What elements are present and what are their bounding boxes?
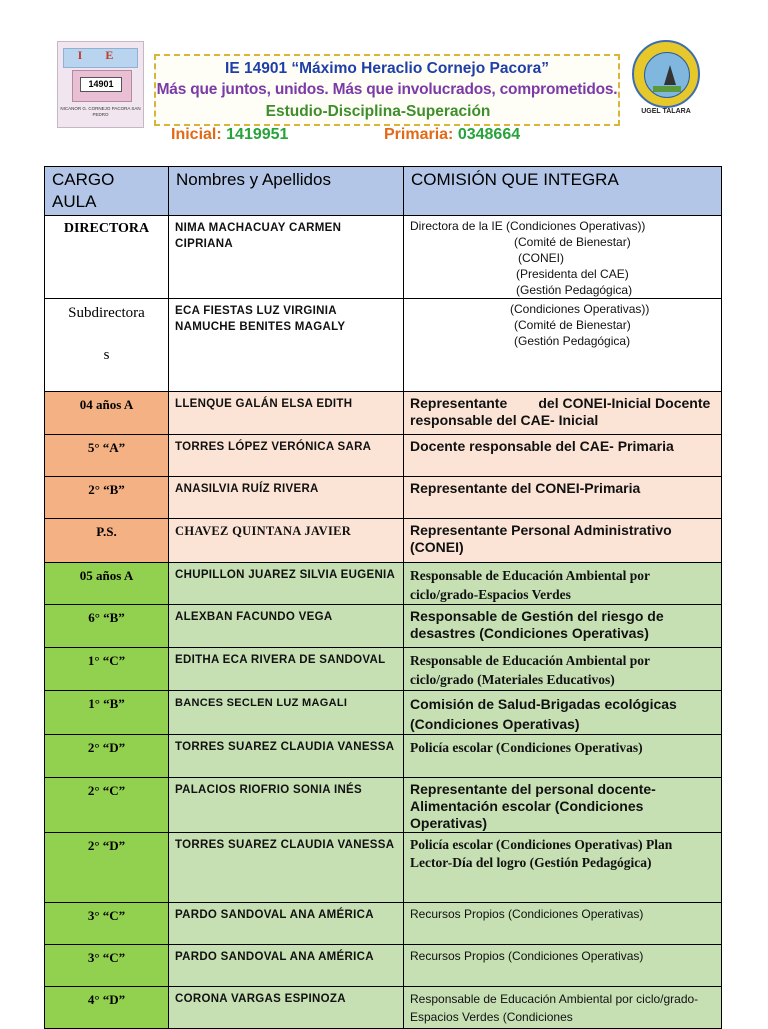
commission-line: (Condiciones Operativas)) [510, 302, 650, 316]
name-cell: TORRES LÓPEZ VERÓNICA SARA [169, 435, 404, 477]
name-cell: TORRES SUAREZ CLAUDIA VANESSA [169, 735, 404, 778]
commission-cell [404, 299, 722, 392]
name-cell: NIMA MACHACUAY CARMEN CIPRIANA [169, 216, 404, 299]
commission-line: (Comité de Bienestar) [514, 235, 631, 249]
inicial-code: 1419951 [226, 126, 289, 143]
cargo-cell: 2° “D” [45, 833, 169, 903]
commission-cell: Recursos Propios (Condiciones Operativas) [404, 903, 722, 945]
table-row [45, 987, 722, 1029]
commission-line: (Gestión Pedagógica) [514, 334, 631, 348]
name-cell: CORONA VARGAS ESPINOZA [169, 987, 404, 1029]
commission-line: (Gestión Pedagógica) [516, 283, 633, 297]
cargo-text-suffix: s [103, 347, 110, 363]
primaria-code-line [384, 126, 520, 144]
name-cell: ANASILVIA RUÍZ RIVERA [169, 477, 404, 519]
name-cell: LLENQUE GALÁN ELSA EDITH [169, 392, 404, 435]
ground-icon [653, 86, 681, 92]
commission-line: (Comité de Bienestar) [514, 318, 631, 332]
commission-line: (Presidenta del CAE) [516, 267, 629, 281]
inicial-code-line [171, 126, 288, 144]
table-row [45, 648, 722, 691]
table-row [45, 477, 722, 519]
cargo-cell: 05 años A [45, 563, 169, 605]
name-cell: PALACIOS RIOFRIO SONIA INÉS [169, 778, 404, 833]
school-logo [57, 41, 144, 128]
table-row [45, 778, 722, 833]
commission-cell: Policía escolar (Condiciones Operativas) [404, 735, 722, 778]
header-banner [154, 54, 620, 126]
logo-caption: NICANOR G. CORNEJO PACORA SAN PEDRO [60, 106, 141, 117]
ugel-logo [632, 40, 700, 108]
oil-tower-icon [664, 65, 676, 85]
cargo-cell: P.S. [45, 519, 169, 563]
name-cell: CHUPILLON JUAREZ SILVIA EUGENIA [169, 563, 404, 605]
table-row [45, 519, 722, 563]
commission-cell: Representante del CONEI-Inicial Docente responsable del CAE- Inicial [404, 392, 722, 435]
commission-cell: Responsable de Educación Ambiental por ciclo/grado (Materiales Educativos) [404, 648, 722, 691]
cargo-cell: 2° “C” [45, 778, 169, 833]
table-row [45, 299, 722, 392]
cargo-cell: DIRECTORA [45, 216, 169, 299]
header-nombres: Nombres y Apellidos [169, 167, 404, 216]
name-cell: BANCES SECLEN LUZ MAGALI [169, 691, 404, 735]
commission-cell: Representante del personal docente-Alimentación escolar (Condiciones Operativas) [404, 778, 722, 833]
commission-cell: Representante Personal Administrativo (CONEI) [404, 519, 722, 563]
cargo-cell: 2° “D” [45, 735, 169, 778]
name-cell: EDITHA ECA RIVERA DE SANDOVAL [169, 648, 404, 691]
commission-cell: Docente responsable del CAE- Primaria [404, 435, 722, 477]
commission-cell: Responsable de Educación Ambiental por ciclo/grado-Espacios Verdes [404, 563, 722, 605]
name-cell: PARDO SANDOVAL ANA AMÉRICA [169, 945, 404, 987]
commission-cell [404, 216, 722, 299]
logo-number: 14901 [80, 77, 122, 92]
table-row [45, 833, 722, 903]
school-slogan: Más que juntos, unidos. Más que involucrados, comprometidos. [156, 81, 618, 98]
name-cell: ECA FIESTAS LUZ VIRGINIA NAMUCHE BENITES MAGALY [169, 299, 404, 392]
table-row [45, 903, 722, 945]
cargo-cell: 1° “B” [45, 691, 169, 735]
table-row [45, 735, 722, 778]
table-row [45, 435, 722, 477]
commission-cell: Responsable de Educación Ambiental por ciclo/grado-Espacios Verdes (Condiciones [404, 987, 722, 1029]
cargo-cell: 3° “C” [45, 903, 169, 945]
cargo-cell: 5° “A” [45, 435, 169, 477]
primaria-code: 0348664 [457, 126, 521, 143]
cargo-cell: 2° “B” [45, 477, 169, 519]
table-row [45, 216, 722, 299]
header-comision: COMISIÓN QUE INTEGRA [404, 167, 722, 216]
ugel-caption: UGEL TALARA [641, 108, 691, 115]
cargo-cell [45, 299, 169, 392]
commission-cell: Policía escolar (Condiciones Operativas) Plan Lector-Día del logro (Gestión Pedagógica) [404, 833, 722, 903]
name-cell: CHAVEZ QUINTANA JAVIER [169, 519, 404, 563]
cargo-cell: 4° “D” [45, 987, 169, 1029]
commission-line: (CONEI) [518, 251, 564, 265]
school-motto: Estudio-Disciplina-Superación [265, 103, 491, 120]
table-row [45, 605, 722, 648]
name-cell: ALEXBAN FACUNDO VEGA [169, 605, 404, 648]
cargo-cell: 6° “B” [45, 605, 169, 648]
cargo-cell: 1° “C” [45, 648, 169, 691]
commission-cell: Comisión de Salud-Brigadas ecológicas (Condiciones Operativas) [404, 691, 722, 735]
school-title: IE 14901 “Máximo Heraclio Cornejo Pacora” [225, 60, 549, 77]
ugel-logo-inner [644, 52, 690, 98]
table-row [45, 392, 722, 435]
name-cell: PARDO SANDOVAL ANA AMÉRICA [169, 903, 404, 945]
table-row [45, 691, 722, 735]
cargo-cell: 3° “C” [45, 945, 169, 987]
commission-table [44, 166, 722, 1029]
commission-cell: Representante del CONEI-Primaria [404, 477, 722, 519]
commission-line: Directora de la IE (Condiciones Operativas)) [410, 219, 646, 233]
commission-cell: Responsable de Gestión del riesgo de desastres (Condiciones Operativas) [404, 605, 722, 648]
commission-cell: Recursos Propios (Condiciones Operativas) [404, 945, 722, 987]
inicial-label: Inicial: [171, 126, 222, 143]
name-cell: TORRES SUAREZ CLAUDIA VANESSA [169, 833, 404, 903]
cargo-cell: 04 años A [45, 392, 169, 435]
header-cargo: CARGO AULA [45, 167, 169, 216]
table-row [45, 945, 722, 987]
primaria-label: Primaria: [384, 126, 454, 143]
logo-letters: I E [77, 48, 124, 62]
table-row [45, 563, 722, 605]
table-header-row [45, 167, 722, 216]
cargo-text: Subdirectora [68, 305, 145, 321]
